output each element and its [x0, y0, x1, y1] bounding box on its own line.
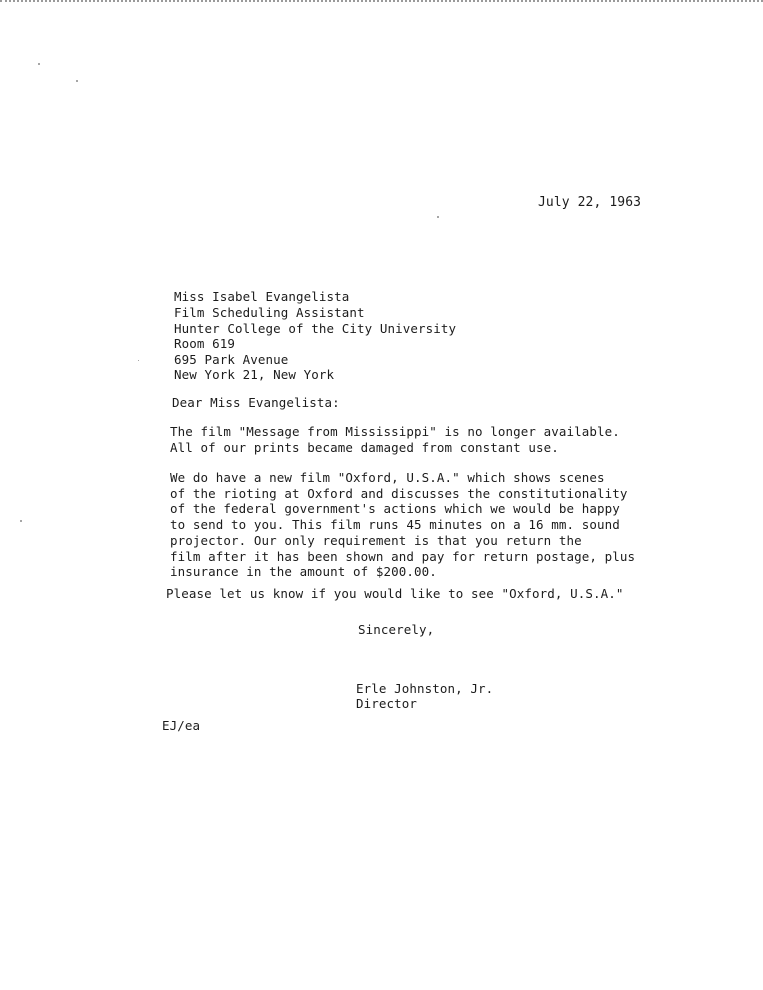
scan-speck: [76, 80, 78, 82]
scan-speck: [38, 63, 40, 65]
closing: Sincerely,: [358, 622, 435, 637]
paragraph-line: of the federal government's actions which we would be happy: [170, 501, 620, 516]
paragraph-line: film after it has been shown and pay for return postage, plus: [170, 549, 636, 564]
recipient-city: New York 21, New York: [174, 367, 335, 382]
signature-name: Erle Johnston, Jr.: [356, 681, 494, 696]
letter-date: July 22, 1963: [538, 195, 642, 210]
scan-speck: [437, 216, 439, 218]
paragraph-line: projector. Our only requirement is that you return the: [170, 533, 582, 548]
recipient-title: Film Scheduling Assistant: [174, 305, 365, 320]
paragraph-line: to send to you. This film runs 45 minutes on a 16 mm. sound: [170, 517, 620, 532]
recipient-street: 695 Park Avenue: [174, 352, 289, 367]
paragraph-line: All of our prints became damaged from constant use.: [170, 440, 559, 455]
signature-title: Director: [356, 696, 418, 711]
paragraph-line: Please let us know if you would like to see "Oxford, U.S.A.": [166, 586, 624, 601]
salutation: Dear Miss Evangelista:: [172, 395, 340, 410]
recipient-room: Room 619: [174, 336, 236, 351]
scan-speck: [138, 360, 139, 361]
recipient-name: Miss Isabel Evangelista: [174, 289, 350, 304]
dotted-top-border: [0, 0, 763, 6]
paragraph-line: of the rioting at Oxford and discusses the constitutionality: [170, 486, 628, 501]
paragraph-line: We do have a new film "Oxford, U.S.A." which shows scenes: [170, 470, 605, 485]
scan-speck: [20, 520, 22, 522]
paragraph-line: The film "Message from Mississippi" is no longer available.: [170, 424, 620, 439]
paragraph-line: insurance in the amount of $200.00.: [170, 564, 437, 579]
recipient-organization: Hunter College of the City University: [174, 321, 457, 336]
typist-initials: EJ/ea: [162, 718, 201, 733]
